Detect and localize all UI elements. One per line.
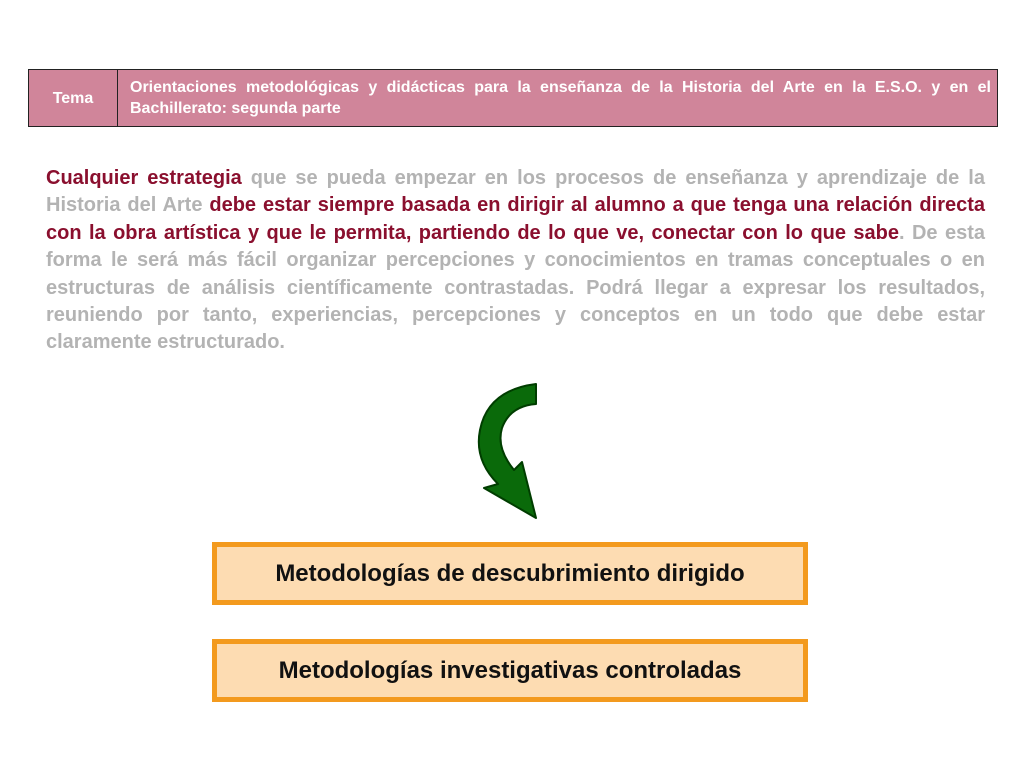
body-emphasis-1: Cualquier estrategia: [46, 167, 242, 189]
body-plain-1: que se pueda empezar en los procesos de enseñanza y aprendizaje de la Historia del Arte: [46, 167, 985, 217]
methodology-box-controlled-investigative: [212, 639, 808, 702]
body-emphasis-2: debe estar siempre basada en dirigir al alumno a que tenga una relación directa con la obra artística y que le permita, partiendo de lo que ve, conectar con lo que sabe: [46, 194, 986, 244]
methodology-label-guided-discovery: Metodologías de descubrimiento dirigido: [217, 547, 803, 600]
body-plain-2: . De esta forma le será más fácil organizar percepciones y conocimientos en tramas conceptuales o en estructuras de análisis científicamente contrastadas. Podrá llegar a expresar los resultados, reuniendo por tanto, experiencias, percepciones y conceptos en un todo que debe estar claramente estructurado.: [46, 221, 986, 354]
curved-down-arrow-icon: [470, 380, 550, 525]
body-paragraph: [46, 165, 985, 357]
methodology-box-guided-discovery: [212, 542, 808, 605]
methodology-label-controlled-investigative: Metodologías investigativas controladas: [217, 644, 803, 697]
topic-header-table: [28, 69, 998, 127]
topic-title: Orientaciones metodológicas y didácticas para la enseñanza de la Historia del Arte en la E.S.O. y en el Bachillerato: segunda parte: [118, 70, 998, 127]
topic-label: Tema: [29, 70, 118, 127]
